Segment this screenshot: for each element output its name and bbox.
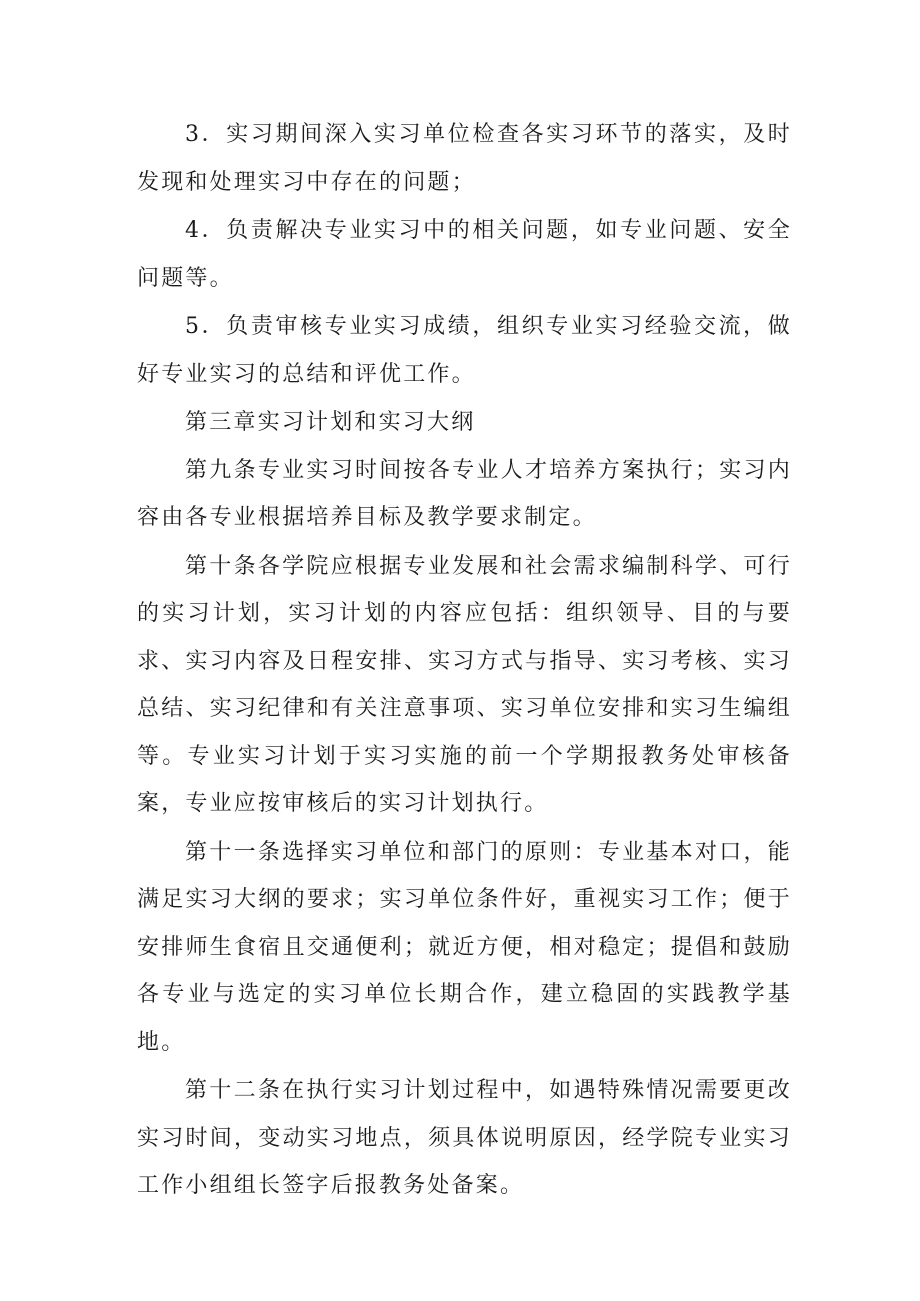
article-12: 第十二条在执行实习计划过程中，如遇特殊情况需要更改实习时间，变动实习地点，须具体说明原因，经学院专业实习工作小组组长签字后报教务处备案。 [137, 1078, 792, 1198]
article-9: 第九条专业实习时间按各专业人才培养方案执行；实习内容由各专业根据培养目标及教学要求制定。 [137, 457, 792, 530]
paragraph-item-4: 4．负责解决专业实习中的相关问题，如专业问题、安全问题等。 [137, 218, 792, 291]
article-10: 第十条各学院应根据专业发展和社会需求编制科学、可行的实习计划，实习计划的内容应包括：组织领导、目的与要求、实习内容及日程安排、实习方式与指导、实习考核、实习总结、实习纪律和有关注意事项、实习单位安排和实习生编组等。专业实习计划于实习实施的前一个学期报教务处审核备案，专业应按审核后的实习计划执行。 [137, 553, 792, 816]
article-11: 第十一条选择实习单位和部门的原则：专业基本对口，能满足实习大纲的要求；实习单位条件好，重视实习工作；便于安排师生食宿且交通便利；就近方便，相对稳定；提倡和鼓励各专业与选定的实习单位长期合作，建立稳固的实践教学基地。 [137, 839, 792, 1055]
paragraph-item-5: 5．负责审核专业实习成绩，组织专业实习经验交流，做好专业实习的总结和评优工作。 [137, 314, 792, 387]
paragraph-item-3: 3．实习期间深入实习单位检查各实习环节的落实，及时发现和处理实习中存在的问题； [137, 122, 792, 195]
chapter-heading: 第三章实习计划和实习大纲 [185, 410, 476, 435]
document-body [137, 111, 792, 1211]
